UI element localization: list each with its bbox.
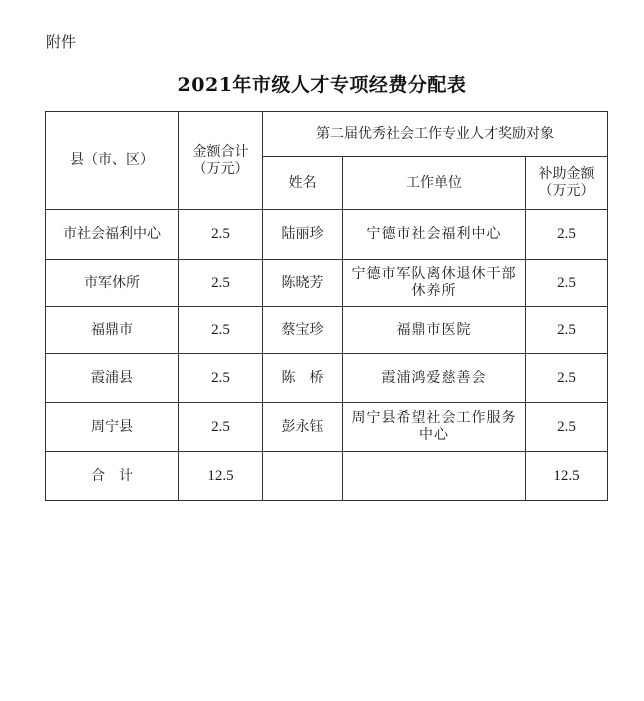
cell-county: 福鼎市 (46, 307, 179, 354)
total-empty-name (263, 452, 343, 501)
cell-total: 2.5 (179, 260, 263, 307)
page-title: 2021年市级人才专项经费分配表 (177, 74, 467, 96)
cell-subsidy: 2.5 (526, 403, 608, 452)
total-row (46, 452, 608, 501)
header-total-amount: 金额合计（万元） (179, 112, 263, 210)
table-row (46, 354, 608, 403)
cell-subsidy: 2.5 (526, 210, 608, 260)
cell-subsidy: 2.5 (526, 354, 608, 403)
cell-total: 2.5 (179, 403, 263, 452)
attachment-label: 附件 (46, 33, 77, 51)
header-work-unit: 工作单位 (343, 157, 526, 210)
cell-county: 市社会福利中心 (46, 210, 179, 260)
cell-unit: 宁德市社会福利中心 (343, 210, 526, 260)
cell-subsidy: 2.5 (526, 260, 608, 307)
total-label: 合 计 (46, 452, 179, 501)
cell-total: 2.5 (179, 210, 263, 260)
total-amount: 12.5 (179, 452, 263, 501)
header-subsidy: 补助金额（万元） (526, 157, 608, 210)
cell-county: 市军休所 (46, 260, 179, 307)
table-row (46, 307, 608, 354)
header-county: 县（市、区） (46, 112, 179, 210)
cell-name: 陆丽珍 (263, 210, 343, 260)
cell-unit: 宁德市军队离休退休干部休养所 (343, 260, 526, 307)
cell-unit: 福鼎市医院 (343, 307, 526, 354)
cell-name: 陈晓芳 (263, 260, 343, 307)
cell-subsidy: 2.5 (526, 307, 608, 354)
header-name: 姓名 (263, 157, 343, 210)
cell-name: 陈 桥 (263, 354, 343, 403)
cell-name: 彭永钰 (263, 403, 343, 452)
cell-total: 2.5 (179, 354, 263, 403)
cell-total: 2.5 (179, 307, 263, 354)
cell-unit: 周宁县希望社会工作服务中心 (343, 403, 526, 452)
cell-name: 蔡宝珍 (263, 307, 343, 354)
header-row-1 (46, 112, 608, 157)
cell-county: 霞浦县 (46, 354, 179, 403)
table-row (46, 403, 608, 452)
table-row (46, 210, 608, 260)
table-row (46, 260, 608, 307)
total-subsidy: 12.5 (526, 452, 608, 501)
header-award-group: 第二届优秀社会工作专业人才奖励对象 (263, 112, 608, 157)
cell-unit: 霞浦鸿爱慈善会 (343, 354, 526, 403)
cell-county: 周宁县 (46, 403, 179, 452)
total-empty-unit (343, 452, 526, 501)
allocation-table (45, 111, 608, 501)
